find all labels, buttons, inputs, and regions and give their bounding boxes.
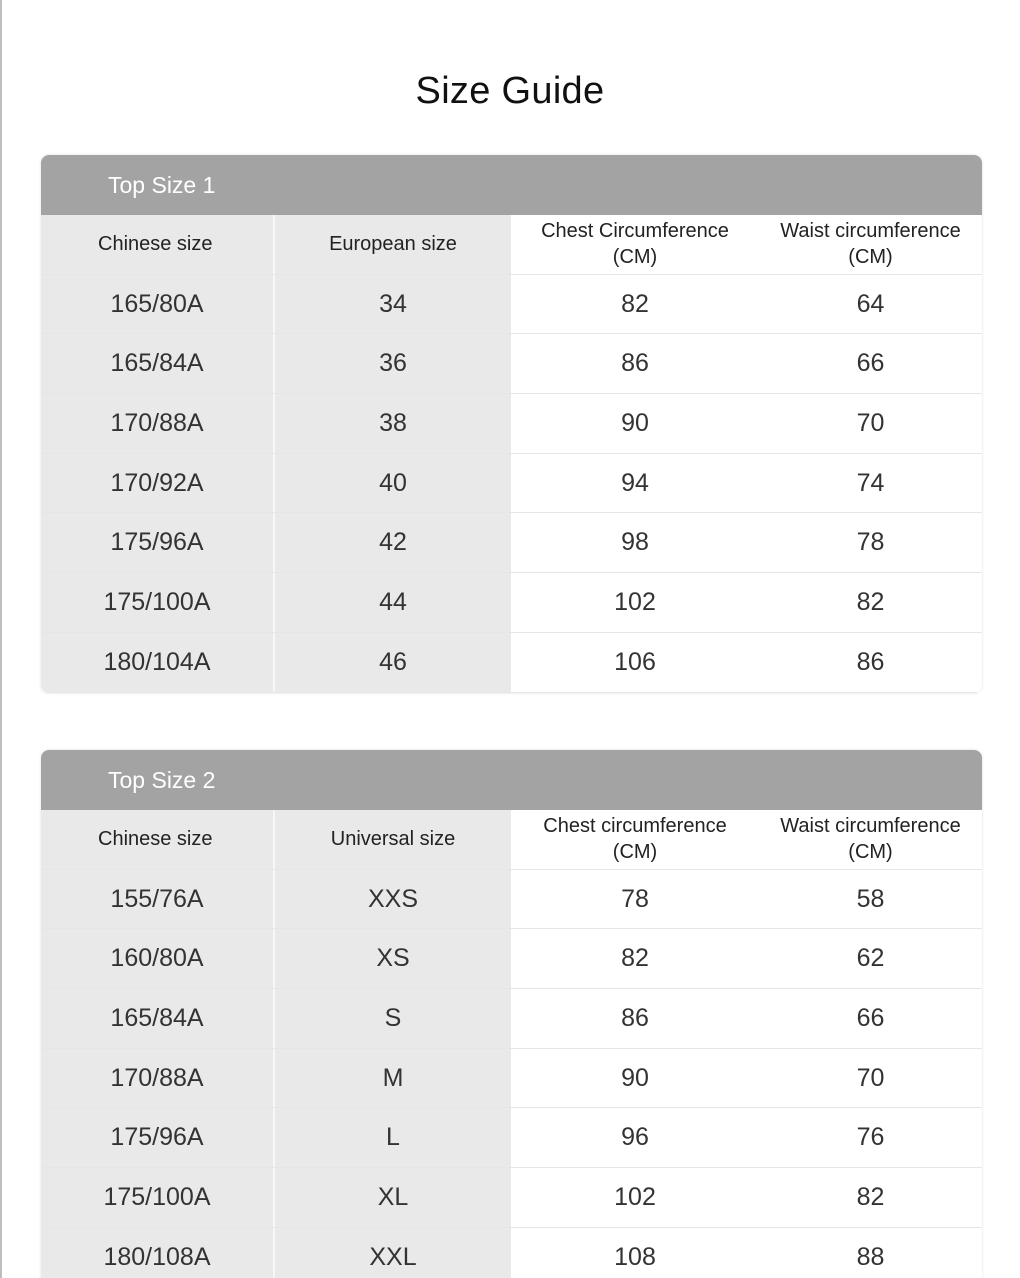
cell-universal-size: XL <box>275 1168 511 1227</box>
column-header-unit: (CM) <box>848 246 893 269</box>
cell-chest: 102 <box>511 573 759 632</box>
cell-chest: 96 <box>511 1108 759 1167</box>
cell-waist: 66 <box>759 989 982 1048</box>
column-header-label: Chinese size <box>98 233 213 256</box>
cell-chest: 82 <box>511 929 759 988</box>
column-header-waist <box>759 810 982 869</box>
column-header-label: Chinese size <box>98 828 213 851</box>
cell-chinese-size: 165/84A <box>41 334 275 393</box>
column-header-label: Universal size <box>330 828 456 851</box>
table-row <box>41 573 982 633</box>
cell-waist: 64 <box>759 275 982 334</box>
table-row <box>41 275 982 335</box>
cell-waist: 70 <box>759 394 982 453</box>
table-row <box>41 1168 982 1228</box>
cell-waist: 62 <box>759 929 982 988</box>
column-header-unit: (CM) <box>612 246 658 269</box>
cell-european-size: 46 <box>275 633 511 692</box>
column-header-waist <box>759 215 982 274</box>
table-row <box>41 929 982 989</box>
cell-waist: 74 <box>759 454 982 513</box>
cell-chest: 78 <box>511 870 759 929</box>
cell-universal-size: S <box>275 989 511 1048</box>
left-edge-divider <box>0 0 2 1278</box>
cell-universal-size: M <box>275 1049 511 1108</box>
cell-chinese-size: 175/96A <box>41 513 275 572</box>
cell-universal-size: XXS <box>275 870 511 929</box>
cell-waist: 66 <box>759 334 982 393</box>
cell-chest: 108 <box>511 1228 759 1278</box>
cell-waist: 58 <box>759 870 982 929</box>
cell-universal-size: L <box>275 1108 511 1167</box>
cell-european-size: 34 <box>275 275 511 334</box>
cell-chest: 86 <box>511 989 759 1048</box>
cell-chest: 82 <box>511 275 759 334</box>
column-header-universal-size <box>275 810 511 869</box>
table-row <box>41 394 982 454</box>
cell-chinese-size: 155/76A <box>41 870 275 929</box>
cell-waist: 78 <box>759 513 982 572</box>
cell-waist: 82 <box>759 1168 982 1227</box>
column-header-label: Waist circumference <box>780 815 961 838</box>
cell-european-size: 38 <box>275 394 511 453</box>
size-table-2 <box>41 750 982 1278</box>
page-title: Size Guide <box>415 70 605 112</box>
cell-chinese-size: 170/88A <box>41 394 275 453</box>
cell-chinese-size: 170/92A <box>41 454 275 513</box>
table-row <box>41 870 982 930</box>
column-header-row <box>41 215 982 275</box>
cell-european-size: 36 <box>275 334 511 393</box>
cell-waist: 76 <box>759 1108 982 1167</box>
cell-chinese-size: 165/80A <box>41 275 275 334</box>
cell-chinese-size: 175/96A <box>41 1108 275 1167</box>
cell-waist: 82 <box>759 573 982 632</box>
column-header-unit: (CM) <box>612 841 658 864</box>
table-row <box>41 633 982 693</box>
table-row <box>41 1228 982 1278</box>
cell-waist: 88 <box>759 1228 982 1278</box>
column-header-row <box>41 810 982 870</box>
column-header-label: Chest Circumference <box>541 220 729 243</box>
cell-universal-size: XS <box>275 929 511 988</box>
cell-chinese-size: 170/88A <box>41 1049 275 1108</box>
cell-waist: 86 <box>759 633 982 692</box>
cell-chest: 90 <box>511 1049 759 1108</box>
column-header-chinese-size <box>41 810 275 869</box>
cell-chinese-size: 180/108A <box>41 1228 275 1278</box>
cell-chest: 106 <box>511 633 759 692</box>
cell-chest: 90 <box>511 394 759 453</box>
column-header-label: Chest circumference <box>543 815 727 838</box>
cell-chest: 102 <box>511 1168 759 1227</box>
column-header-chinese-size <box>41 215 275 274</box>
cell-chinese-size: 175/100A <box>41 573 275 632</box>
cell-chest: 94 <box>511 454 759 513</box>
cell-european-size: 42 <box>275 513 511 572</box>
cell-waist: 70 <box>759 1049 982 1108</box>
column-header-label: Waist circumference <box>780 220 961 243</box>
cell-european-size: 40 <box>275 454 511 513</box>
cell-chinese-size: 160/80A <box>41 929 275 988</box>
size-table-1 <box>41 155 982 693</box>
cell-chinese-size: 180/104A <box>41 633 275 692</box>
table-row <box>41 334 982 394</box>
cell-chest: 98 <box>511 513 759 572</box>
cell-chest: 86 <box>511 334 759 393</box>
cell-chinese-size: 165/84A <box>41 989 275 1048</box>
table-row <box>41 454 982 514</box>
cell-universal-size: XXL <box>275 1228 511 1278</box>
cell-chinese-size: 175/100A <box>41 1168 275 1227</box>
column-header-chest <box>511 810 759 869</box>
column-header-unit: (CM) <box>848 841 893 864</box>
table-row <box>41 1049 982 1109</box>
table-title: Top Size 2 <box>41 750 982 810</box>
cell-european-size: 44 <box>275 573 511 632</box>
column-header-european-size <box>275 215 511 274</box>
column-header-label: European size <box>329 233 457 256</box>
table-title: Top Size 1 <box>41 155 982 215</box>
column-header-chest <box>511 215 759 274</box>
table-row <box>41 513 982 573</box>
table-row <box>41 989 982 1049</box>
table-row <box>41 1108 982 1168</box>
